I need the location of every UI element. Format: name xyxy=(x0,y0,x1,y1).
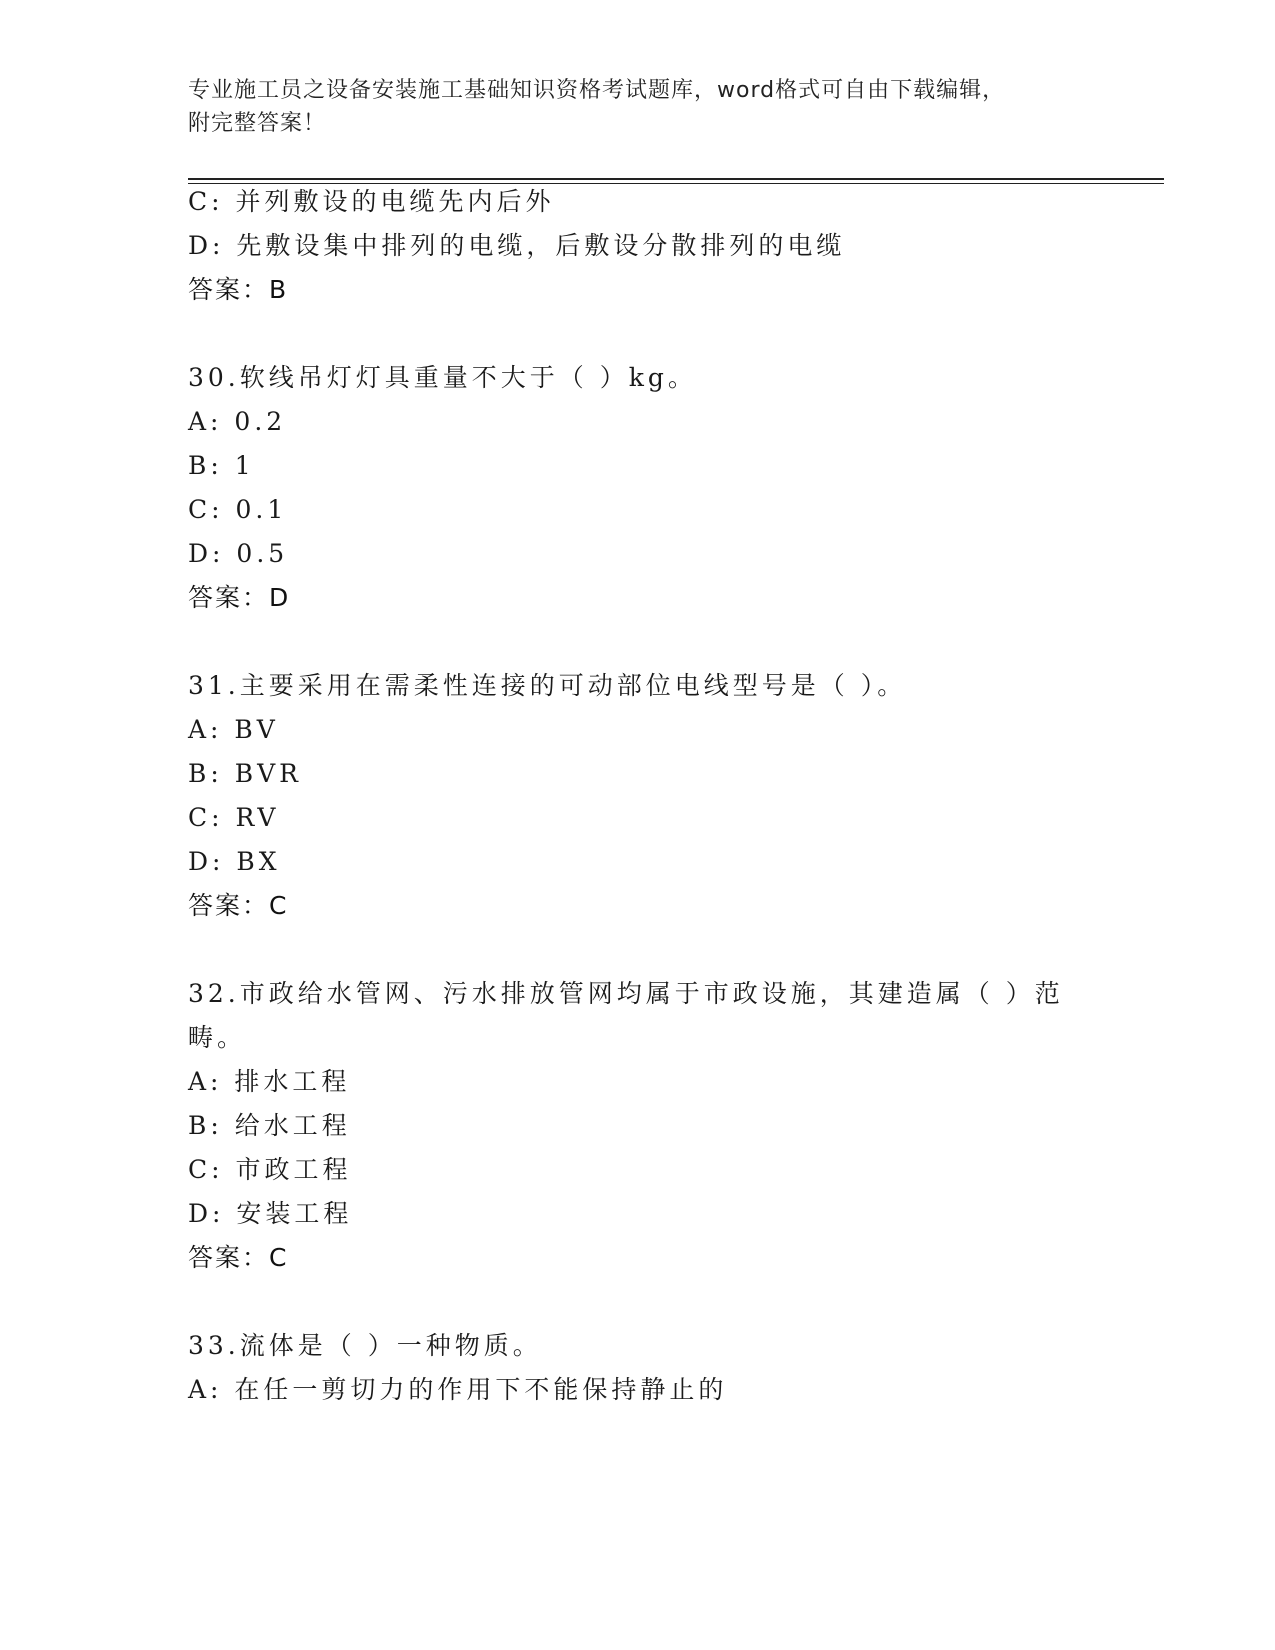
prev-question-option-d: D: 先敷设集中排列的电缆，后敷设分散排列的电缆 xyxy=(188,231,846,260)
question-30-option-b: B: 1 xyxy=(188,451,255,480)
question-30-answer: 答案：D xyxy=(188,583,291,612)
header-divider-thin xyxy=(188,183,1164,184)
question-30-option-d: D: 0.5 xyxy=(188,539,289,568)
question-31-option-a: A: BV xyxy=(188,715,279,744)
question-32-option-a: A: 排水工程 xyxy=(188,1067,351,1096)
question-31-option-c: C: RV xyxy=(188,803,280,832)
prev-question-option-c: C: 并列敷设的电缆先内后外 xyxy=(188,187,555,216)
document-header xyxy=(188,74,1088,140)
question-32-option-c: C: 市政工程 xyxy=(188,1155,352,1184)
header-title-line-1: 专业施工员之设备安装施工基础知识资格考试题库，word格式可自由下载编辑， xyxy=(188,78,1006,103)
question-30-option-a: A: 0.2 xyxy=(188,407,287,436)
question-31-option-d: D: BX xyxy=(188,847,281,876)
question-32-option-d: D: 安装工程 xyxy=(188,1199,353,1228)
header-divider-thick xyxy=(188,178,1164,180)
question-32-answer: 答案：C xyxy=(188,1243,289,1272)
question-31-stem: 31.主要采用在需柔性连接的可动部位电线型号是（ ）。 xyxy=(188,671,907,700)
header-title-line-2: 附完整答案！ xyxy=(188,111,327,136)
question-31-answer: 答案：C xyxy=(188,891,289,920)
question-31-option-b: B: BVR xyxy=(188,759,302,788)
question-32-option-b: B: 给水工程 xyxy=(188,1111,351,1140)
prev-question-answer: 答案：B xyxy=(188,275,289,304)
question-30-stem: 30.软线吊灯灯具重量不大于（ ）kg。 xyxy=(188,363,697,392)
question-30-option-c: C: 0.1 xyxy=(188,495,288,524)
question-32-stem-continued: 畴。 xyxy=(188,1023,247,1052)
question-32-stem: 32.市政给水管网、污水排放管网均属于市政设施，其建造属（ ）范 xyxy=(188,979,1064,1008)
question-33-option-a: A: 在任一剪切力的作用下不能保持静止的 xyxy=(188,1375,728,1404)
question-33-stem: 33.流体是（ ）一种物质。 xyxy=(188,1331,542,1360)
